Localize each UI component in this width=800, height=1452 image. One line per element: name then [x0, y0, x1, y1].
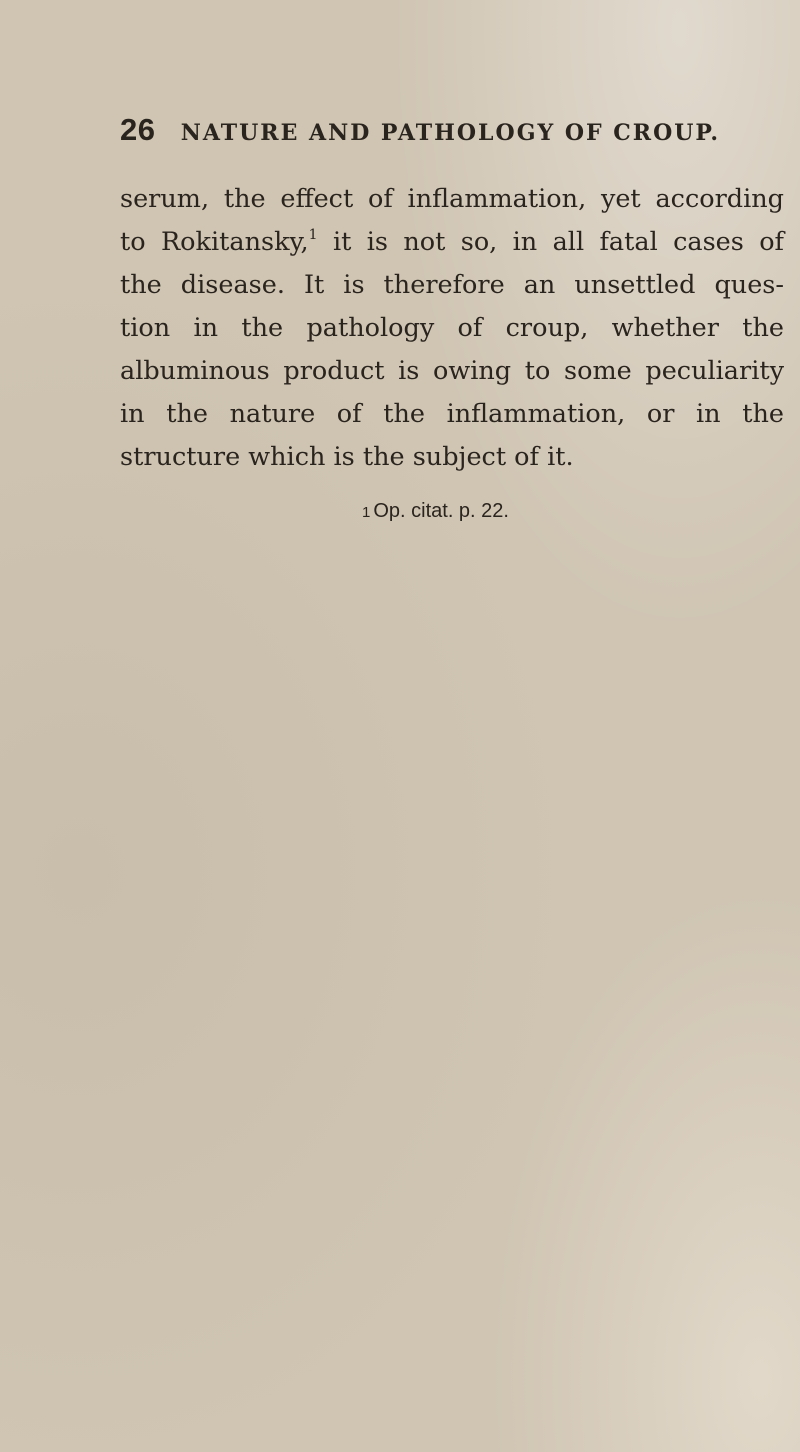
footnote [362, 500, 509, 523]
running-title: NATURE AND PATHOLOGY OF CROUP. [180, 120, 720, 146]
footnote-text: Op. citat. p. 22. [373, 500, 509, 522]
body-paragraph [120, 178, 784, 479]
text-line: tion in the pathology of croup, whether the [120, 313, 784, 343]
text-line: structure which is the subject of it. [120, 442, 574, 472]
footnote-mark: 1 [362, 504, 371, 521]
text-line: in the nature of the inflammation, or in the [120, 399, 784, 429]
text-segment: it is not so, in all fatal cases of [317, 227, 784, 257]
text-line: the disease. It is therefore an unsettled ques- [120, 270, 784, 300]
page-number: 26 [120, 112, 156, 147]
text-segment: to Rokitansky, [120, 227, 309, 257]
text-line: serum, the effect of inflammation, yet according [120, 184, 784, 214]
bleed-through-texture [120, 450, 800, 1250]
text-line: albuminous product is owing to some peculiarity [120, 356, 784, 386]
text-line [120, 221, 784, 264]
page-header [120, 112, 720, 148]
footnote-reference: 1 [308, 227, 318, 243]
